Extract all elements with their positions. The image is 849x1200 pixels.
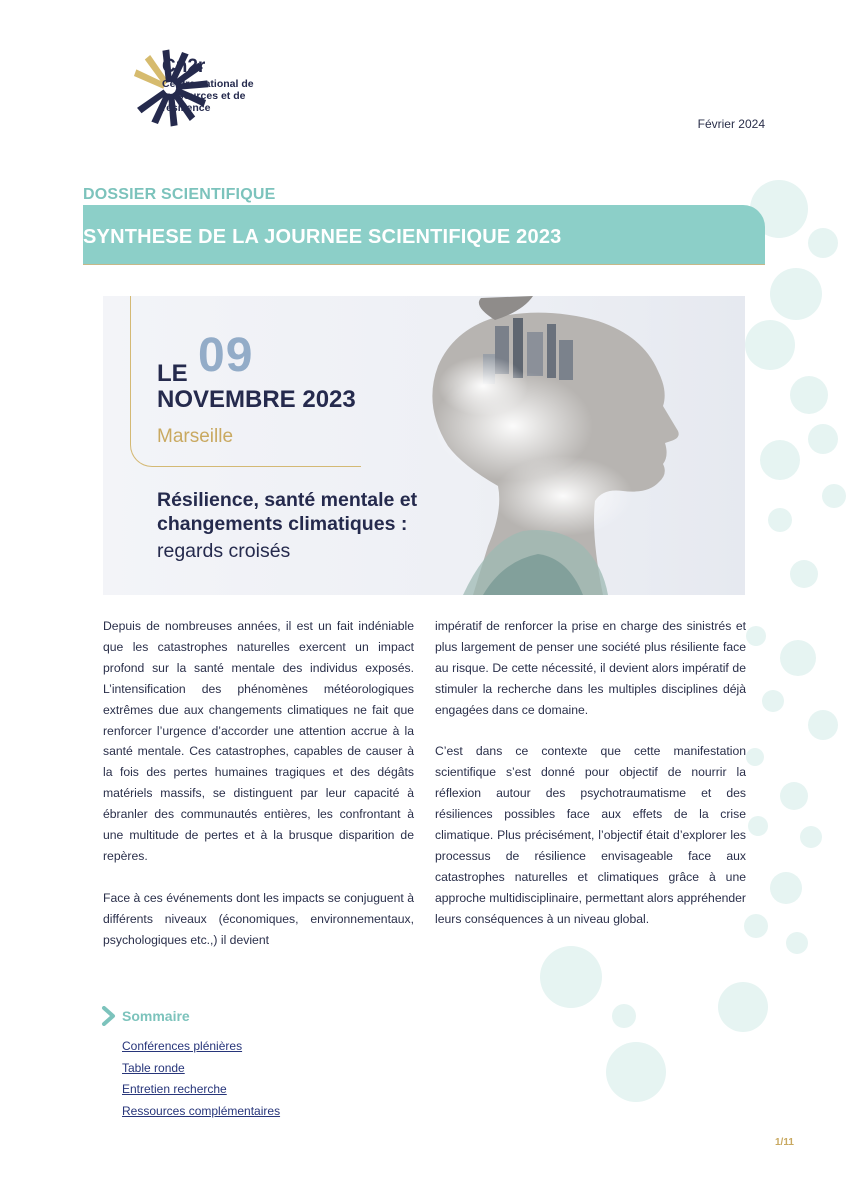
logo-name: Cn2r: [162, 56, 206, 77]
chevron-right-icon: [101, 1006, 117, 1026]
decorative-bubble: [746, 626, 766, 646]
decorative-bubble: [746, 748, 764, 766]
body-column-left: [103, 616, 414, 950]
logo-subtitle: Centre national de ressources et de résilience: [162, 78, 254, 114]
sommaire-item: [122, 1058, 280, 1080]
body-paragraph: C’est dans ce contexte que cette manifestation scientifique s’est donné pour objectif de nourrir la réflexion autour des psychotraumatisme et des résiliences possibles face aux effets de la crise climatique. Plus précisément, l’objectif était d’explorer les processus de résilience envisageable face aux catastrophes naturelles et climatiques grâce à une approche multidisciplinaire, permettant alors appréhender leurs conséquences à un niveau global.: [435, 744, 746, 926]
sommaire-link-ressources[interactable]: Ressources complémentaires: [122, 1103, 281, 1118]
decorative-bubble: [770, 268, 822, 320]
sommaire-item: [122, 1079, 280, 1101]
decorative-bubble: [808, 424, 838, 454]
sommaire-item: [122, 1036, 280, 1058]
decorative-bubble: [780, 782, 808, 810]
decorative-bubble: [744, 914, 768, 938]
body-column-right: [435, 616, 746, 930]
decorative-bubble: [718, 982, 768, 1032]
banner-le: LE: [157, 360, 188, 387]
logo-text: [162, 56, 272, 114]
decorative-bubble: [790, 560, 818, 588]
decorative-bubble: [768, 508, 792, 532]
decorative-bubble: [808, 228, 838, 258]
document-kicker: DOSSIER SCIENTIFIQUE: [83, 186, 276, 203]
body-paragraph: Depuis de nombreuses années, il est un fait indéniable que les catastrophes naturelles exercent un impact profond sur la santé mentale des individus exposés. L’intensification des phénomènes météorologiques extrêmes due aux changements climatiques ne fait que renforcer l’urgence d’accorder une attention accrue à la santé mentale. Ces catastrophes, capables de causer à la fois des pertes humaines tragiques et des dégâts matériels massifs, se distinguent par leur capacité à ébranler des communautés entières, les confrontant à une multitude de pertes et à la brusque disparition de repères.: [103, 619, 414, 863]
decorative-bubble: [606, 1042, 666, 1102]
document-title: SYNTHESE DE LA JOURNEE SCIENTIFIQUE 2023: [83, 226, 562, 248]
body-paragraph: Face à ces événements dont les impacts se conjuguent à différents niveaux (économiques, environnementaux, psychologiques etc.,) il devient: [103, 890, 414, 947]
decorative-bubble: [748, 816, 768, 836]
decorative-bubble: [786, 932, 808, 954]
sommaire-title: Sommaire: [122, 1008, 190, 1024]
decorative-bubble: [745, 320, 795, 370]
sommaire-item: [122, 1101, 280, 1123]
publication-date: Février 2024: [697, 117, 765, 131]
sommaire-link-conferences[interactable]: Conférences plénières: [122, 1039, 243, 1053]
decorative-bubble: [760, 440, 800, 480]
sommaire-link-table-ronde[interactable]: Table ronde: [122, 1060, 185, 1075]
decorative-bubble: [770, 872, 802, 904]
banner-headline: Résilience, santé mentale et changements climatiques :: [157, 489, 418, 535]
decorative-bubble: [790, 376, 828, 414]
banner-subline: regards croisés: [157, 540, 291, 562]
sommaire-list: [122, 1036, 280, 1122]
banner-city: Marseille: [157, 426, 234, 447]
banner-day: 09: [198, 329, 254, 382]
decorative-bubble: [762, 690, 784, 712]
page-number: 1/11: [775, 1137, 794, 1148]
decorative-bubble: [780, 640, 816, 676]
decorative-bubble: [612, 1004, 636, 1028]
decorative-bubble: [800, 826, 822, 848]
banner-month-year: NOVEMBRE 2023: [157, 386, 356, 413]
body-paragraph: impératif de renforcer la prise en charge des sinistrés et plus largement de penser une société plus résiliente face au risque. De cette nécessité, il devient alors impératif de stimuler la recherche dans les multiples disciplines déjà engagées dans ce domaine.: [435, 619, 746, 717]
sommaire-link-entretien[interactable]: Entretien recherche: [122, 1082, 227, 1096]
decorative-bubble: [540, 946, 602, 1008]
decorative-bubble: [822, 484, 846, 508]
decorative-bubble: [808, 710, 838, 740]
